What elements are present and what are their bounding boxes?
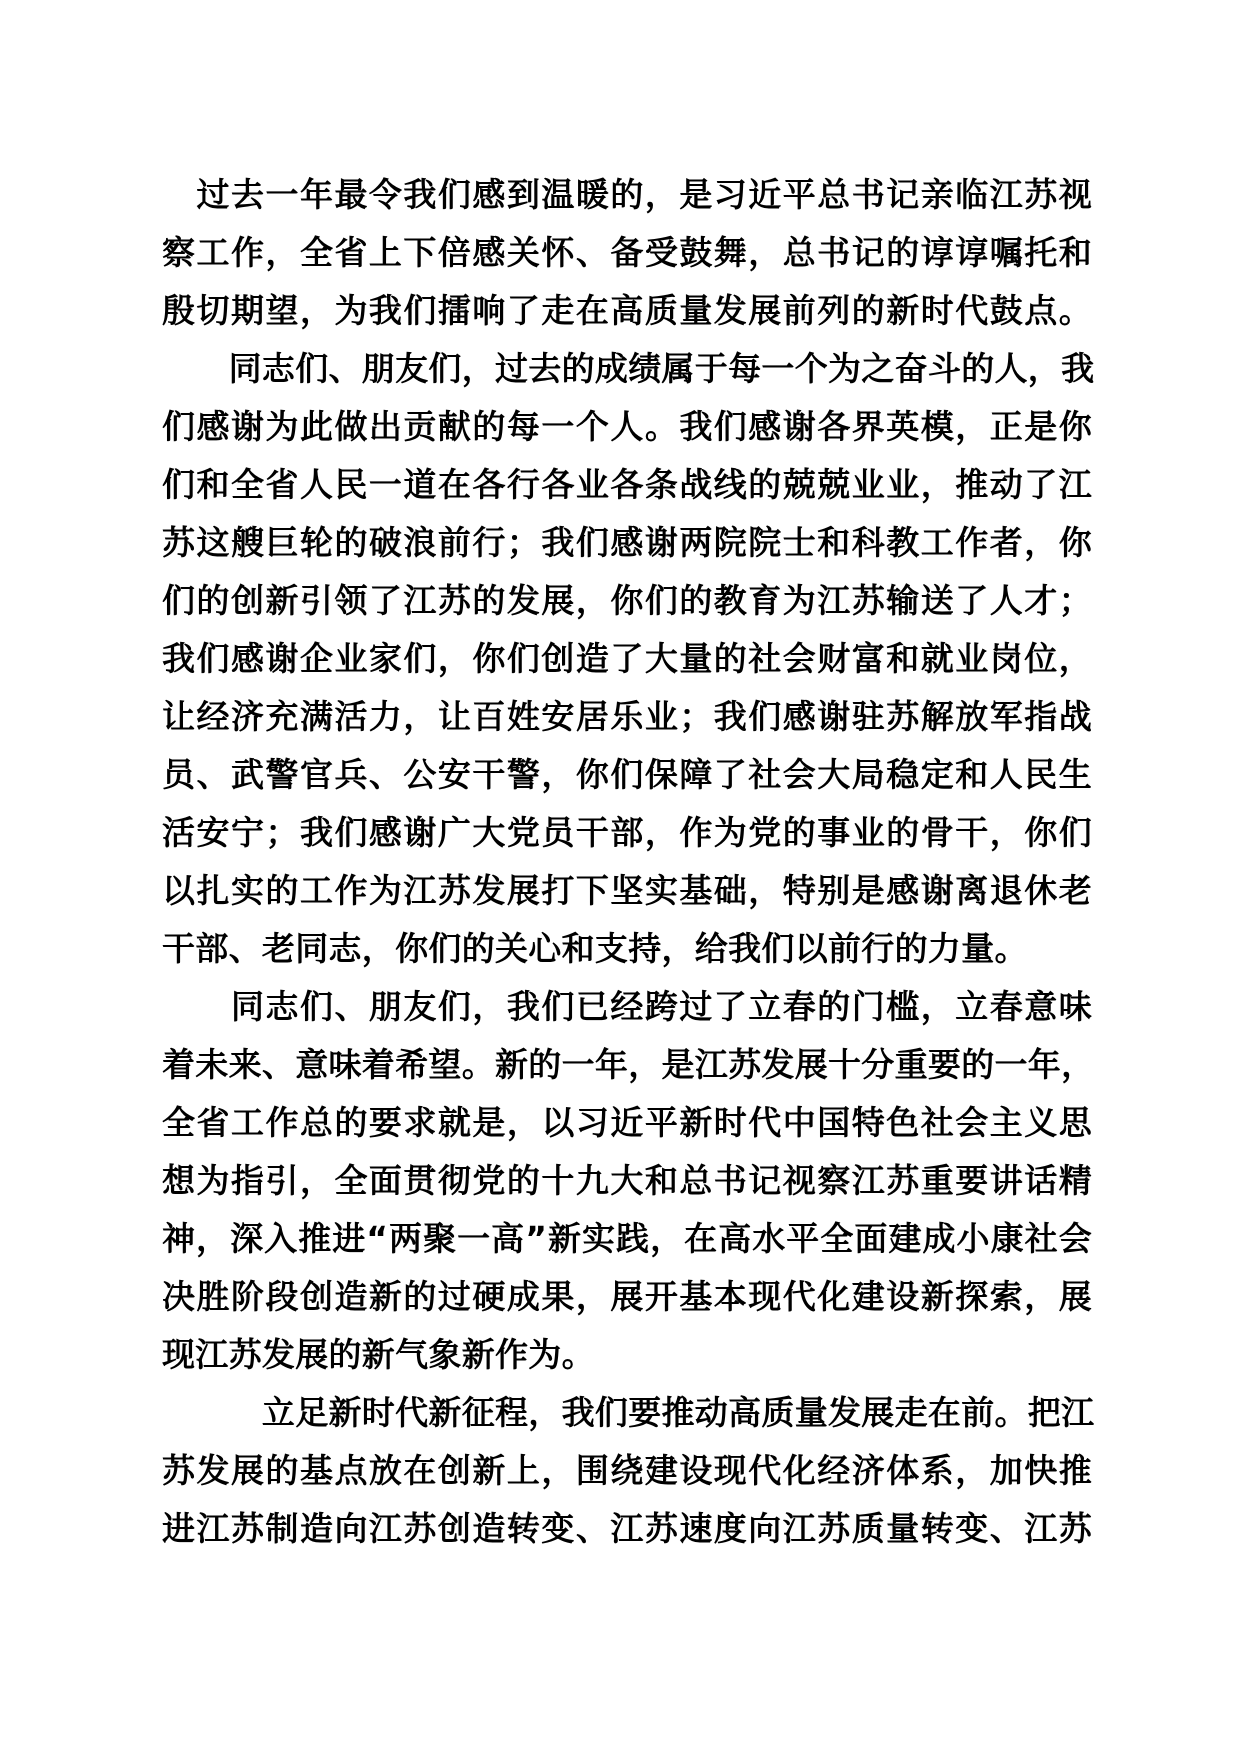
text-line: 察工作，全省上下倍感关怀、备受鼓舞，总书记的谆谆嘱托和: [162, 233, 1092, 272]
text-line: 全省工作总的要求就是，以习近平新时代中国特色社会主义思: [162, 1103, 1092, 1142]
text-line: 让经济充满活力，让百姓安居乐业；我们感谢驻苏解放军指战: [162, 697, 1092, 736]
text-line: 干部、老同志，你们的关心和支持，给我们以前行的力量。: [162, 929, 1028, 968]
text-line: 神，深入推进“两聚一高”新实践，在高水平全面建成小康社会: [162, 1219, 1092, 1258]
body-text: [162, 166, 1095, 1558]
text-line: 苏这艘巨轮的破浪前行；我们感谢两院院士和科教工作者，你: [162, 523, 1092, 562]
text-line: 们和全省人民一道在各行各业各条战线的兢兢业业，推动了江: [162, 465, 1092, 504]
text-line: 员、武警官兵、公安干警，你们保障了社会大局稳定和人民生: [162, 755, 1092, 794]
text-line: 着未来、意味着希望。新的一年，是江苏发展十分重要的一年，: [162, 1045, 1095, 1084]
text-line: 决胜阶段创造新的过硬成果，展开基本现代化建设新探索，展: [162, 1277, 1092, 1316]
text-line: 苏发展的基点放在创新上，围绕建设现代化经济体系，加快推: [162, 1451, 1092, 1490]
text-line: 进江苏制造向江苏创造转变、江苏速度向江苏质量转变、江苏: [162, 1509, 1092, 1548]
text-line: 们的创新引领了江苏的发展，你们的教育为江苏输送了人才；: [162, 581, 1092, 620]
text-line: 想为指引，全面贯彻党的十九大和总书记视察江苏重要讲话精: [162, 1161, 1092, 1200]
text-line: 同志们、朋友们，我们已经跨过了立春的门槛，立春意味: [162, 987, 1092, 1026]
text-line: 我们感谢企业家们，你们创造了大量的社会财富和就业岗位，: [162, 639, 1092, 678]
text-line: 立足新时代新征程，我们要推动高质量发展走在前。把江: [162, 1393, 1095, 1432]
text-line: 同志们、朋友们，过去的成绩属于每一个为之奋斗的人，我: [162, 349, 1095, 388]
text-line: 以扎实的工作为江苏发展打下坚实基础，特别是感谢离退休老: [162, 871, 1092, 910]
text-line: 过去一年最令我们感到温暖的，是习近平总书记亲临江苏视: [162, 175, 1092, 214]
text-line: 殷切期望，为我们擂响了走在高质量发展前列的新时代鼓点。: [162, 291, 1092, 330]
text-line: 活安宁；我们感谢广大党员干部，作为党的事业的骨干，你们: [162, 813, 1092, 852]
text-line: 现江苏发展的新气象新作为。: [162, 1335, 595, 1374]
text-line: 们感谢为此做出贡献的每一个人。我们感谢各界英模，正是你: [162, 407, 1092, 446]
